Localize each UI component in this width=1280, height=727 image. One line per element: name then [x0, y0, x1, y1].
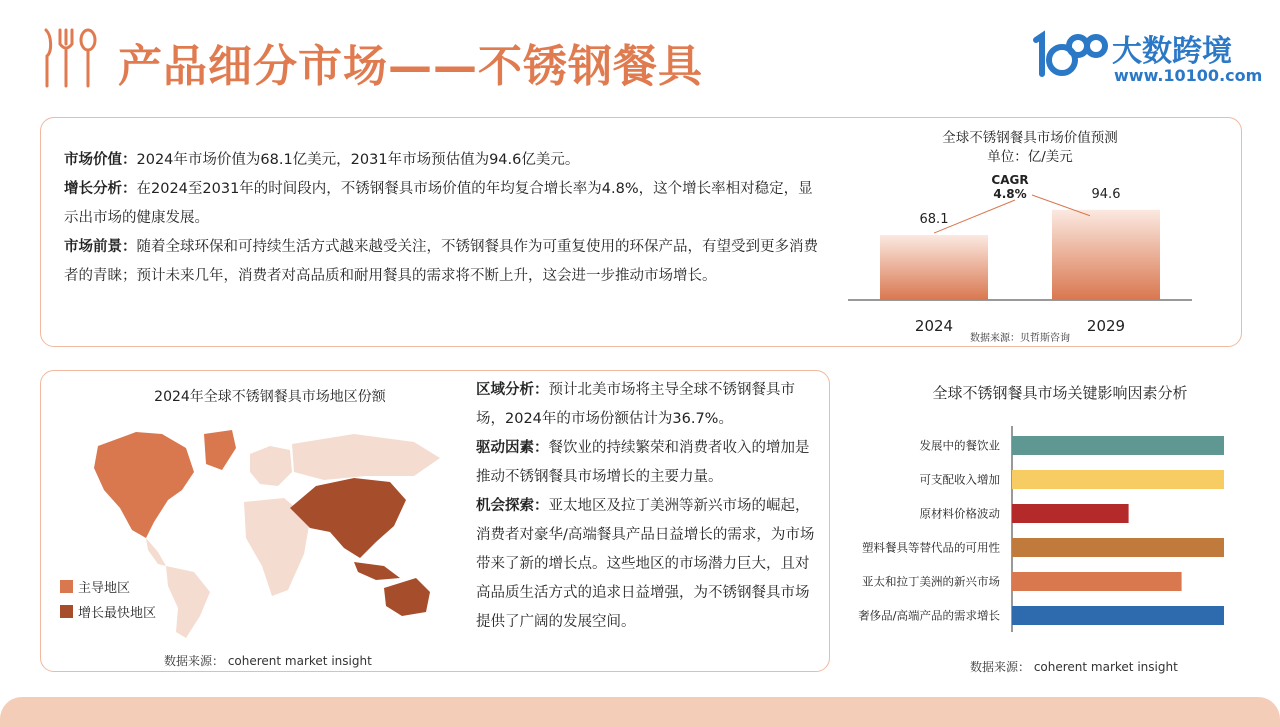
factor-label-2: 原材料价格波动 [919, 506, 1000, 521]
factor-bar-3 [1012, 538, 1224, 557]
region-text [476, 376, 816, 637]
drivers-paragraph: 驱动因素：餐饮业的持续繁荣和消费者收入的增加是推动不锈钢餐具市场增长的主要力量。 [476, 440, 810, 485]
factor-label-3: 塑料餐具等替代品的可用性 [862, 540, 1000, 555]
page-title: 产品细分市场——不锈钢餐具 [118, 41, 703, 92]
factor-bar-0 [1012, 436, 1224, 455]
brand-url[interactable]: www.10100.com [1114, 66, 1263, 85]
map-central-america [146, 538, 166, 566]
category-label-2024: 2024 [914, 317, 954, 335]
map-north-asia [292, 434, 440, 480]
legend-fastest-label: 增长最快地区 [78, 606, 157, 621]
map-title: 2024年全球不锈钢餐具市场地区份额 [154, 389, 386, 405]
factor-label-0: 发展中的餐饮业 [919, 438, 1000, 453]
map-source: 数据来源： coherent market insight [164, 654, 372, 668]
factor-bar-1 [1012, 470, 1224, 489]
map-north-america [94, 432, 194, 538]
value-chart-title: 全球不锈钢餐具市场价值预测 [942, 130, 1118, 146]
factor-bar-4 [1012, 572, 1182, 591]
overview-text [64, 146, 824, 291]
legend-dominant-swatch [60, 580, 73, 593]
map-south-america [166, 566, 210, 638]
cagr-value: 4.8% [993, 187, 1027, 201]
value-forecast-chart [840, 160, 1200, 345]
factor-label-1: 可支配收入增加 [919, 472, 1000, 487]
factor-bar-2 [1012, 504, 1129, 523]
legend-fastest-swatch [60, 605, 73, 618]
map-southeast-asia [354, 562, 400, 580]
factor-chart-source: 数据来源： coherent market insight [970, 660, 1178, 674]
map-australia [384, 578, 430, 616]
map-europe [250, 446, 292, 486]
factor-label-5: 奢侈品/高端产品的需求增长 [858, 608, 1000, 623]
map-greenland [204, 430, 236, 470]
cagr-label: CAGR [991, 173, 1029, 187]
value-chart-unit: 单位：亿/美元 [987, 149, 1073, 165]
value-label-2024: 68.1 [919, 212, 949, 228]
market-outlook-paragraph: 市场前景：随着全球环保和可持续生活方式越来越受关注，不锈钢餐具作为可重复使用的环保产品，有望受到更多消费者的青睐；预计未来几年，消费者对高品质和耐用餐具的需求将不断上升，这会进一步推动市场增长。 [64, 239, 818, 284]
factor-label-4: 亚太和拉丁美洲的新兴市场 [862, 574, 1000, 589]
market-value-paragraph: 市场价值：2024年市场价值为68.1亿美元，2031年市场预估值为94.6亿美元。 [64, 152, 580, 168]
footer-band [0, 697, 1280, 727]
utensils-icon [38, 26, 102, 90]
factor-bar-5 [1012, 606, 1224, 625]
map-asia-pacific [290, 478, 406, 558]
opportunity-paragraph: 机会探索：亚太地区及拉丁美洲等新兴市场的崛起，消费者对豪华/高端餐具产品日益增长的需求，为市场带来了新的增长点。这些地区的市场潜力巨大，且对高品质生活方式的追求日益增强，为不锈钢餐具市场提供了广阔的发展空间。 [476, 498, 815, 630]
legend-dominant-label: 主导地区 [78, 581, 131, 596]
logo-10100-icon [1030, 28, 1108, 80]
value-label-2029: 94.6 [1091, 186, 1121, 202]
region-analysis-paragraph: 区域分析：预计北美市场将主导全球不锈钢餐具市场，2024年的市场份额估计为36.7%。 [476, 382, 795, 427]
growth-analysis-paragraph: 增长分析：在2024至2031年的时间段内，不锈钢餐具市场价值的年均复合增长率为4.8%，这个增长率相对稳定，显示出市场的健康发展。 [64, 181, 813, 226]
value-bar-2024 [880, 235, 988, 300]
factor-chart [840, 420, 1240, 635]
brand-name: 大数跨境 [1112, 34, 1232, 69]
value-bar-2029 [1052, 210, 1160, 300]
value-chart-source: 数据来源：贝哲斯咨询 [970, 333, 1070, 344]
category-label-2029: 2029 [1086, 317, 1126, 335]
factor-chart-title: 全球不锈钢餐具市场关键影响因素分析 [932, 384, 1188, 402]
